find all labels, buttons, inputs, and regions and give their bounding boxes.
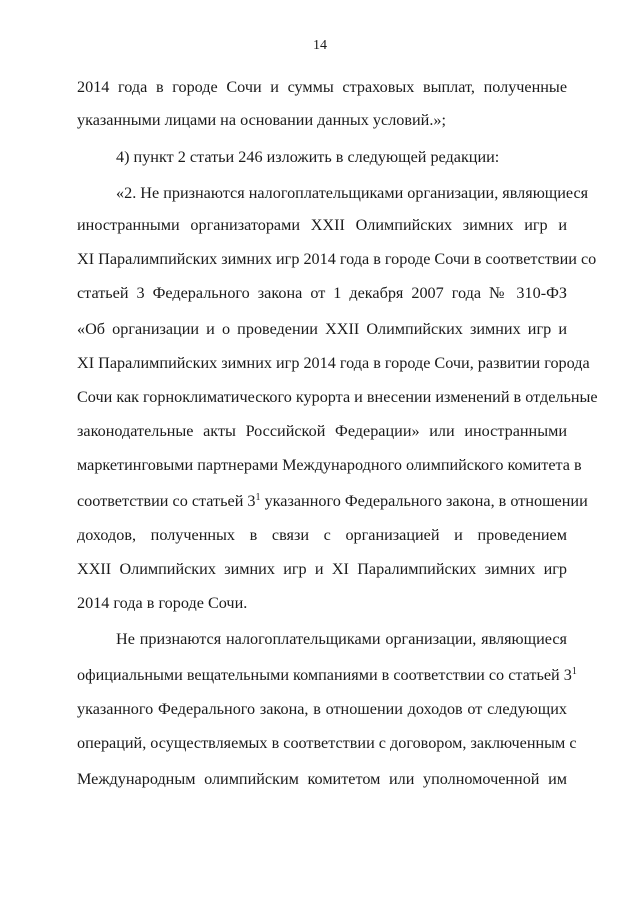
text-segment: указанного Федерального закона, в отношении bbox=[260, 492, 588, 510]
text-line: XXII Олимпийских зимних игр и XI Паралимпийских зимних игр bbox=[77, 560, 567, 578]
text-line: доходов, полученных в связи с организацией и проведением bbox=[77, 526, 567, 544]
text-line: 2014 года в городе Сочи и суммы страховых выплат, полученные bbox=[77, 78, 567, 96]
text-line: Международным олимпийским комитетом или уполномоченной им bbox=[77, 770, 567, 788]
text-line: законодательные акты Российской Федерации» или иностранными bbox=[77, 422, 567, 440]
superscript: 1 bbox=[255, 492, 261, 503]
text-line: маркетинговыми партнерами Международного олимпийского комитета в bbox=[77, 456, 582, 474]
superscript: 1 bbox=[571, 666, 577, 677]
text-line: XI Паралимпийских зимних игр 2014 года в городе Сочи, развитии города bbox=[77, 354, 590, 372]
text-line bbox=[77, 490, 588, 512]
text-line: 2014 года в городе Сочи. bbox=[77, 594, 248, 612]
text-line bbox=[77, 664, 577, 686]
text-line: иностранными организаторами XXII Олимпийских зимних игр и bbox=[77, 216, 567, 234]
text-line: статьей 3 Федерального закона от 1 декабря 2007 года № 310-ФЗ bbox=[77, 284, 567, 302]
text-line: операций, осуществляемых в соответствии с договором, заключенным с bbox=[77, 734, 577, 752]
text-line: «Об организации и о проведении XXII Олимпийских зимних игр и bbox=[77, 320, 567, 338]
page-number: 14 bbox=[313, 38, 327, 53]
text-segment: официальными вещательными компаниями в соответствии со статьей 3 bbox=[77, 666, 572, 684]
text-line: указанными лицами на основании данных условий.»; bbox=[77, 111, 446, 129]
text-line: XI Паралимпийских зимних игр 2014 года в городе Сочи в соответствии со bbox=[77, 250, 597, 268]
text-line: указанного Федерального закона, в отношении доходов от следующих bbox=[77, 700, 567, 718]
text-line: Сочи как горноклиматического курорта и внесении изменений в отдельные bbox=[77, 388, 598, 406]
text-line: «2. Не признаются налогоплательщиками организации, являющиеся bbox=[116, 184, 589, 202]
text-line: Не признаются налогоплательщиками организации, являющиеся bbox=[116, 630, 567, 648]
text-segment: соответствии со статьей 3 bbox=[77, 492, 256, 510]
list-item-heading: 4) пункт 2 статьи 246 изложить в следующей редакции: bbox=[116, 148, 500, 166]
